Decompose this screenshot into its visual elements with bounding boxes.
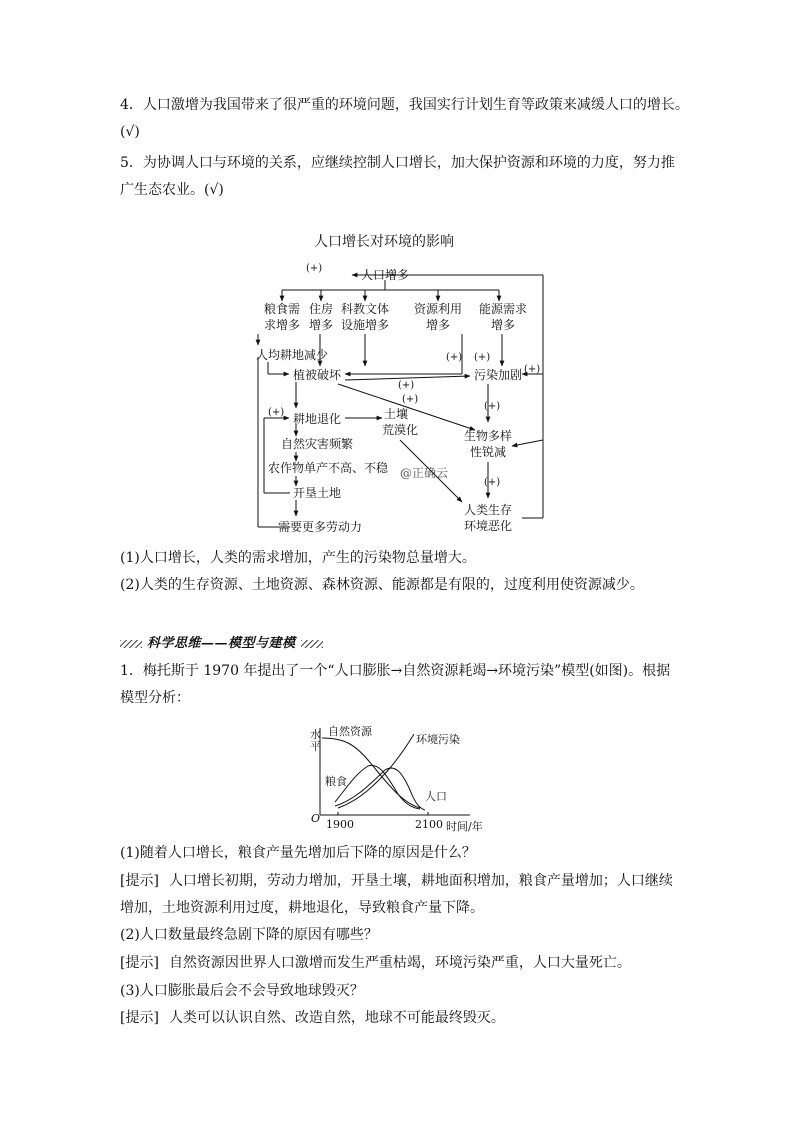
item4-line2: (√)	[120, 124, 140, 140]
node-low-yield: 农作物单产不高、不稳	[268, 461, 389, 475]
qa-2-answer	[120, 953, 631, 973]
tick-label-1900: 1900	[326, 818, 354, 831]
node-more-labor: 需要更多劳动力	[278, 520, 363, 534]
tick-label-2100: 2100	[415, 818, 443, 831]
qa-2-hint-label: [提示]	[120, 955, 159, 971]
plus-label-bio-human: (+)	[484, 477, 501, 488]
qa-1-question: (1)随着人口增长，粮食产量先增加后下降的原因是什么？	[120, 845, 476, 861]
node-human-env-1: 人类生存	[463, 503, 513, 517]
qa-2-answer-text: 自然资源因世界人口激增而发生严重枯竭，环境污染严重，人口大量死亡。	[168, 955, 631, 971]
node-facilities-2: 设施增多	[340, 318, 390, 332]
series-label-food: 粮食	[325, 775, 347, 788]
node-soil-2: 荒漠化	[382, 423, 419, 437]
series-label-resources: 自然资源	[328, 725, 372, 738]
point-1: (1)人口增长，人类的需求增加，产生的污染物总量增大。	[120, 550, 476, 566]
population-environment-diagram	[0, 0, 794, 545]
plus-label-farmland: (+)	[268, 407, 285, 418]
qa-3-answer	[120, 1008, 505, 1028]
node-facilities-1: 科教文体	[340, 302, 390, 316]
watermark: @正确云	[400, 466, 449, 480]
y-axis-label-2: 平	[310, 740, 321, 753]
plus-label-veg-bio: (+)	[402, 394, 419, 405]
node-energy-1: 能源需求	[478, 302, 528, 316]
node-housing-2: 增多	[308, 318, 334, 332]
series-label-population: 人口	[425, 790, 447, 803]
x-axis-label: 时间/年	[446, 820, 483, 833]
qa-1-answer-line2: 增加，土地资源利用过度，耕地退化，导致粮食产量下降。	[120, 900, 484, 916]
node-housing-1: 住房	[308, 302, 334, 316]
plus-label-top: (+)	[306, 263, 323, 274]
origin-label: O	[311, 812, 321, 825]
node-pollution: 污染加剧	[474, 368, 523, 382]
node-land-reclamation: 开垦土地	[293, 486, 342, 500]
plus-label-energy: (+)	[474, 352, 491, 363]
hatch-left-icon	[120, 640, 142, 648]
series-label-pollution: 环境污染	[416, 733, 460, 746]
node-resource-use-2: 增多	[425, 318, 451, 332]
item5-line1: 5．为协调人口与环境的关系，应继续控制人口增长，加大保护资源和环境的力度，努力推	[120, 155, 675, 171]
hatch-right-icon	[301, 640, 323, 648]
node-natural-disasters: 自然灾害频繁	[281, 437, 354, 451]
node-land-per-capita: 人均耕地减少	[256, 348, 329, 362]
section-heading	[120, 632, 323, 651]
section-title: 科学思维——模型与建模	[147, 636, 296, 651]
qa-1-answer-line1	[120, 871, 673, 891]
qa-3-question: (3)人口膨胀最后会不会导致地球毁灭？	[120, 983, 364, 999]
qa-2-question: (2)人口数量最终急剧下降的原因有哪些？	[120, 927, 378, 943]
series-line-pollution	[338, 734, 414, 808]
qa-1-answer-text: 人口增长初期，劳动力增加，开垦土壤，耕地面积增加，粮食产量增加；人口继续	[168, 873, 673, 889]
item4-line1: 4．人口激增为我国带来了很严重的环境问题，我国实行计划生育等政策来减缓人口的增长。	[120, 97, 689, 113]
diagram-title: 人口增长对环境的影响	[314, 234, 454, 250]
plus-label-pollution-bio: (+)	[484, 401, 501, 412]
node-soil-1: 土壤	[384, 407, 409, 421]
node-biodiversity-2: 性锐减	[469, 445, 507, 459]
model-chart	[0, 710, 794, 835]
y-axis-label-1: 水	[310, 728, 321, 741]
qa-1-hint-label: [提示]	[120, 873, 159, 889]
point-2: (2)人类的生存资源、土地资源、森林资源、能源都是有限的，过度利用使资源减少。	[120, 577, 644, 593]
item5-line2: 广生态农业。(√)	[120, 182, 224, 198]
plus-label-veg-pollution: (+)	[398, 380, 415, 391]
node-vegetation-destruction: 植被破坏	[293, 368, 342, 382]
node-food-demand-2: 求增多	[263, 318, 301, 332]
node-farmland-degradation: 耕地退化	[293, 412, 342, 426]
question-1-line1: 1．梅托斯于 1970 年提出了一个“人口膨胀→自然资源耗竭→环境污染”模型(如图)。根据	[120, 663, 671, 679]
node-population-increase: 人口增多	[360, 268, 410, 282]
node-energy-2: 增多	[490, 318, 516, 332]
qa-3-hint-label: [提示]	[120, 1010, 159, 1026]
qa-3-answer-text: 人类可以认识自然、改造自然，地球不可能最终毁灭。	[168, 1010, 505, 1026]
node-resource-use-1: 资源利用	[413, 302, 463, 316]
node-biodiversity-1: 生物多样	[463, 429, 513, 443]
plus-label-resource: (+)	[446, 352, 463, 363]
question-1-line2: 模型分析：	[120, 690, 190, 706]
plus-label-pollution-loop: (+)	[524, 364, 541, 375]
node-food-demand-1: 粮食需	[263, 302, 301, 316]
node-human-env-2: 环境恶化	[463, 519, 513, 533]
